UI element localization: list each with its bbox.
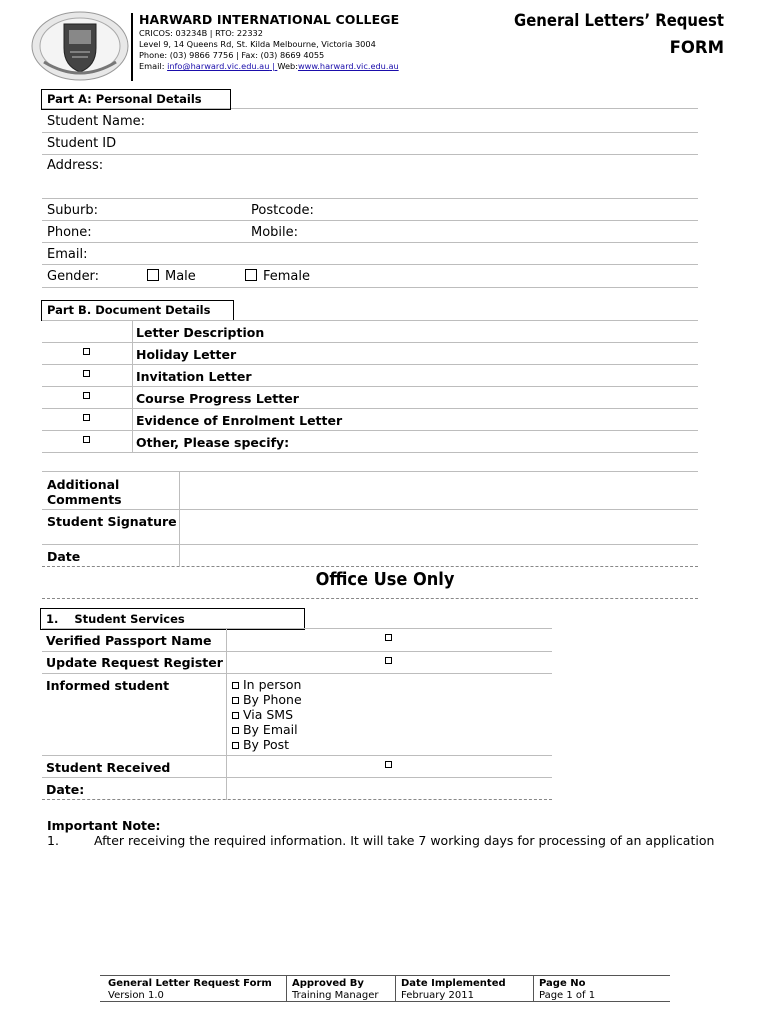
- rule: [42, 673, 552, 674]
- address-field[interactable]: [42, 198, 698, 199]
- rule: [42, 430, 698, 431]
- other-specify-label: Other, Please specify:: [136, 435, 290, 450]
- college-phone-fax: Phone: (03) 9866 7756 | Fax: (03) 8669 4055: [139, 50, 325, 60]
- student-id-label: Student ID: [47, 136, 117, 151]
- student-received-checkbox[interactable]: [385, 761, 392, 768]
- option-by-email[interactable]: [232, 722, 302, 737]
- footer-approved-value: Training Manager: [292, 990, 379, 1001]
- rule: [42, 755, 552, 756]
- phone-mobile-field[interactable]: [42, 242, 698, 243]
- part-a-heading: Part A: Personal Details: [41, 89, 231, 110]
- section-title: Student Services: [74, 612, 185, 626]
- footer-page-title: Page No: [539, 978, 586, 989]
- verified-passport-label: Verified Passport Name: [46, 633, 212, 648]
- rule: [42, 386, 698, 387]
- student-name-label: Student Name:: [47, 114, 146, 129]
- rule: [42, 651, 552, 652]
- by-post-label: By Post: [242, 737, 290, 752]
- option-by-phone[interactable]: [232, 692, 302, 707]
- by-phone-checkbox[interactable]: [232, 697, 239, 704]
- column-divider: [179, 472, 180, 566]
- part-b-heading: Part B. Document Details: [41, 300, 234, 321]
- female-checkbox[interactable]: [245, 269, 257, 281]
- by-email-label: By Email: [242, 722, 298, 737]
- column-divider: [226, 629, 227, 800]
- by-email-checkbox[interactable]: [232, 727, 239, 734]
- phone-label: Phone:: [47, 225, 92, 240]
- gender-label: Gender:: [47, 269, 100, 284]
- note-number: 1.: [47, 833, 59, 848]
- course-progress-label: Course Progress Letter: [136, 391, 299, 406]
- cricos-rto: CRICOS: 03234B | RTO: 22332: [139, 28, 263, 38]
- email-label: Email:: [139, 61, 168, 71]
- invitation-letter-label: Invitation Letter: [136, 369, 252, 384]
- office-date-label: Date:: [46, 782, 85, 797]
- footer-date-title: Date Implemented: [401, 978, 506, 989]
- footer-divider: [533, 976, 534, 1001]
- in-person-label: In person: [242, 677, 302, 692]
- header-divider: [131, 13, 133, 81]
- additional-comments-label: Additional Comments: [47, 477, 122, 507]
- link-separator: |: [269, 61, 278, 71]
- rule: [42, 471, 698, 472]
- office-date-field[interactable]: [42, 799, 552, 800]
- email-field[interactable]: [42, 264, 698, 265]
- student-services-heading: [40, 608, 305, 630]
- holiday-letter-checkbox[interactable]: [83, 348, 90, 355]
- verified-passport-checkbox[interactable]: [385, 634, 392, 641]
- female-label: Female: [263, 269, 311, 284]
- web-link[interactable]: www.harward.vic.edu.au: [297, 61, 399, 71]
- suburb-postcode-field[interactable]: [42, 220, 698, 221]
- course-progress-checkbox[interactable]: [83, 392, 90, 399]
- rule: [42, 364, 698, 365]
- footer-rule: [100, 975, 670, 976]
- rule: [42, 628, 552, 629]
- web-label: Web:: [277, 61, 298, 71]
- male-label: Male: [165, 269, 196, 284]
- enrolment-letter-label: Evidence of Enrolment Letter: [136, 413, 343, 428]
- invitation-letter-checkbox[interactable]: [83, 370, 90, 377]
- informed-student-label: Informed student: [46, 678, 170, 693]
- office-use-title: Office Use Only: [315, 569, 455, 590]
- email-link[interactable]: info@harward.vic.edu.au: [167, 61, 270, 71]
- footer-form-title: General Letter Request Form: [108, 978, 272, 989]
- date-label: Date: [47, 549, 81, 564]
- letter-description-header: Letter Description: [136, 325, 265, 340]
- additional-comments-field[interactable]: [42, 509, 698, 510]
- footer-approved-by: [292, 978, 378, 1002]
- update-register-checkbox[interactable]: [385, 657, 392, 664]
- student-signature-field[interactable]: [42, 544, 698, 545]
- rule: [42, 320, 698, 321]
- student-signature-label: Student Signature: [47, 514, 177, 529]
- form-title: General Letters’ Request: [514, 11, 724, 30]
- male-checkbox[interactable]: [147, 269, 159, 281]
- option-via-sms[interactable]: [232, 707, 302, 722]
- by-phone-label: By Phone: [242, 692, 302, 707]
- suburb-label: Suburb:: [47, 203, 98, 218]
- option-by-post[interactable]: [232, 737, 302, 752]
- student-name-field[interactable]: [42, 132, 698, 133]
- option-in-person[interactable]: [232, 677, 302, 692]
- other-specify-field[interactable]: [42, 452, 698, 453]
- footer-divider: [286, 976, 287, 1001]
- other-checkbox[interactable]: [83, 436, 90, 443]
- postcode-label: Postcode:: [251, 203, 314, 218]
- college-crest-icon: [30, 10, 130, 82]
- via-sms-checkbox[interactable]: [232, 712, 239, 719]
- college-address: Level 9, 14 Queens Rd, St. Kilda Melbourne, Victoria 3004: [139, 39, 376, 49]
- footer-form-name: [108, 978, 272, 1002]
- in-person-checkbox[interactable]: [232, 682, 239, 689]
- update-register-label: Update Request Register: [46, 655, 223, 670]
- footer-approved-title: Approved By: [292, 978, 364, 989]
- important-note-heading: Important Note:: [47, 818, 161, 833]
- by-post-checkbox[interactable]: [232, 742, 239, 749]
- form-title-suffix: FORM: [669, 38, 724, 57]
- footer-rule: [100, 1001, 670, 1002]
- via-sms-label: Via SMS: [242, 707, 294, 722]
- college-name: HARWARD INTERNATIONAL COLLEGE: [139, 12, 400, 27]
- email-label-field: Email:: [47, 247, 88, 262]
- footer-date-value: February 2011: [401, 990, 474, 1001]
- footer-version: Version 1.0: [108, 990, 164, 1001]
- column-divider: [132, 321, 133, 453]
- footer-divider: [395, 976, 396, 1001]
- college-email-web: [139, 61, 399, 72]
- rule: [42, 408, 698, 409]
- footer-page-no: [539, 978, 595, 1002]
- mobile-label: Mobile:: [251, 225, 299, 240]
- rule: [42, 777, 552, 778]
- footer-date-implemented: [401, 978, 506, 1002]
- holiday-letter-label: Holiday Letter: [136, 347, 237, 362]
- student-received-label: Student Received: [46, 760, 171, 775]
- note-text: After receiving the required information. It will take 7 working days for processing of an application: [94, 833, 715, 848]
- section-number: 1.: [46, 612, 59, 626]
- enrolment-letter-checkbox[interactable]: [83, 414, 90, 421]
- footer-page-value: Page 1 of 1: [539, 990, 596, 1001]
- address-label: Address:: [47, 158, 104, 173]
- rule: [42, 342, 698, 343]
- informed-options-list: [232, 677, 302, 752]
- dashed-rule: [42, 598, 698, 599]
- date-field[interactable]: [42, 566, 698, 567]
- student-id-field[interactable]: [42, 154, 698, 155]
- rule: [42, 287, 698, 288]
